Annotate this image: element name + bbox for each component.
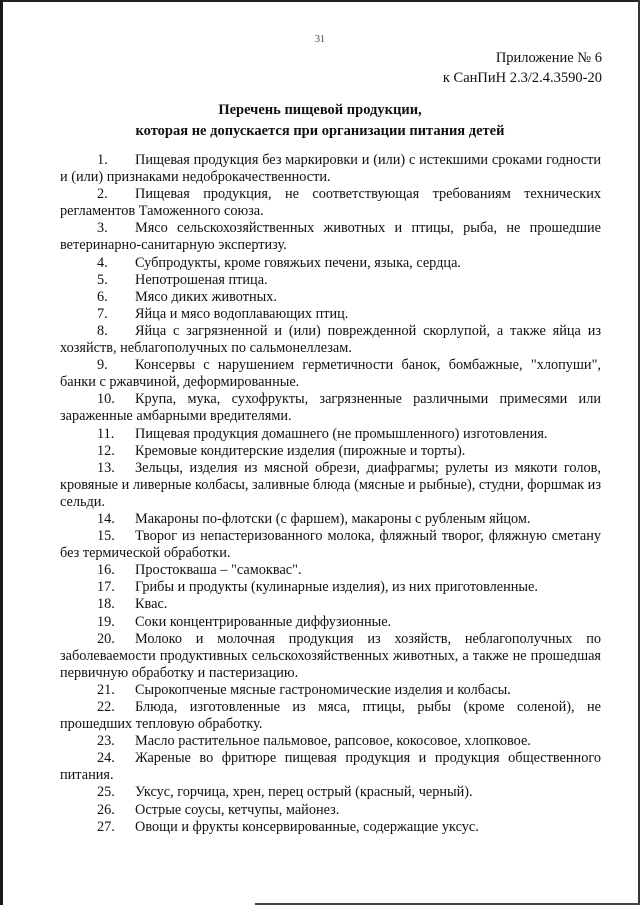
list-item-number: 6. — [97, 288, 108, 305]
list-item — [60, 733, 601, 750]
list-item — [60, 391, 601, 425]
list-item — [60, 819, 601, 836]
list-item-text: Пищевая продукция домашнего (не промышленного) изготовления. — [135, 425, 548, 442]
list-item-number: 9. — [97, 357, 108, 374]
list-item-text: Пищевая продукция, не соответствующая требованиям технических регламентов Таможенного союза. — [60, 186, 601, 220]
list-item — [60, 631, 601, 682]
appendix-line-2: к СанПиН 2.3/2.4.3590-20 — [442, 70, 602, 86]
list-item-number: 22. — [97, 699, 115, 715]
title-line-1: Перечень пищевой продукции, — [218, 102, 422, 118]
list-item-text: Уксус, горчица, хрен, перец острый (красный, черный). — [135, 784, 473, 801]
list-item — [60, 699, 601, 733]
list-item — [60, 220, 601, 254]
list-item-number: 25. — [97, 784, 115, 801]
list-item-text: Зельцы, изделия из мясной обрези, диафрагмы; рулеты из мякоти голов, кровяные и ливерные колбасы, заливные блюда (мясные и рыбные), студни, форшмак из сельди. — [60, 459, 601, 510]
title-line-2: которая не допускается при организации питания детей — [135, 123, 505, 139]
list-item — [60, 682, 601, 699]
list-item — [60, 323, 601, 357]
list-item — [60, 186, 601, 220]
list-item-number: 5. — [97, 271, 108, 288]
list-item-text: Жареные во фритюре пищевая продукция и продукция общественного питания. — [60, 750, 601, 784]
page-number: 31 — [315, 34, 325, 45]
list-item-number: 16. — [97, 562, 115, 579]
list-item — [60, 579, 601, 596]
list-item — [60, 614, 601, 631]
list-item-number: 14. — [97, 510, 115, 527]
list-item — [60, 443, 601, 460]
list-item-text: Сырокопченые мясные гастрономические изделия и колбасы. — [135, 681, 511, 698]
list-item — [60, 750, 601, 784]
list-item-number: 8. — [97, 322, 108, 339]
list-item — [60, 596, 601, 613]
list-item-number: 26. — [97, 801, 115, 818]
list-item — [60, 289, 601, 306]
prohibited-food-list — [60, 152, 601, 836]
list-item-text: Крупа, мука, сухофрукты, загрязненные различными примесями или зараженные амбарными вредителями. — [60, 391, 601, 425]
list-item-text: Кремовые кондитерские изделия (пирожные и торты). — [135, 442, 466, 459]
list-item — [60, 562, 601, 579]
list-item — [60, 255, 601, 272]
scan-edge-top — [0, 0, 640, 2]
list-item-number: 20. — [97, 630, 115, 647]
list-item-text: Консервы с нарушением герметичности банок, бомбажные, "хлопуши", банки с ржавчиной, деформированные. — [60, 357, 601, 391]
list-item-number: 17. — [97, 579, 115, 596]
list-item-number: 2. — [97, 186, 108, 203]
list-item-number: 13. — [97, 459, 115, 476]
list-item-number: 19. — [97, 613, 115, 630]
appendix-line-1: Приложение № 6 — [495, 50, 602, 66]
list-item-text: Творог из непастеризованного молока, фляжный творог, фляжную сметану без термической обработки. — [60, 528, 601, 562]
list-item — [60, 306, 601, 323]
list-item-text: Субпродукты, кроме говяжьих печени, языка, сердца. — [135, 254, 461, 271]
list-item-text: Грибы и продукты (кулинарные изделия), из них приготовленные. — [135, 579, 538, 596]
list-item — [60, 511, 601, 528]
document-title — [0, 100, 640, 142]
list-item-number: 12. — [97, 442, 115, 459]
list-item-number: 1. — [97, 152, 108, 168]
list-item-number: 15. — [97, 528, 115, 545]
list-item — [60, 272, 601, 289]
list-item-number: 27. — [97, 818, 115, 835]
list-item-text: Мясо диких животных. — [135, 288, 277, 305]
list-item-number: 18. — [97, 596, 115, 613]
list-item-number: 23. — [97, 733, 115, 750]
list-item-number: 11. — [97, 425, 115, 442]
list-item-text: Соки концентрированные диффузионные. — [135, 613, 392, 630]
list-item — [60, 784, 601, 801]
list-item-text: Мясо сельскохозяйственных животных и птицы, рыба, не прошедшие ветеринарно-санитарную экспертизу. — [60, 220, 601, 254]
list-item-text: Блюда, изготовленные из мяса, птицы, рыбы (кроме соленой), не прошедших тепловую обработку. — [60, 699, 601, 733]
list-item-text: Непотрошеная птица. — [135, 271, 268, 288]
list-item — [60, 460, 601, 511]
list-item-text: Квас. — [135, 596, 168, 613]
list-item-number: 4. — [97, 254, 108, 271]
list-item — [60, 357, 601, 391]
list-item-text: Масло растительное пальмовое, рапсовое, кокосовое, хлопковое. — [135, 733, 531, 750]
list-item — [60, 528, 601, 562]
list-item-text: Острые соусы, кетчупы, майонез. — [135, 801, 340, 818]
list-item-text: Молоко и молочная продукция из хозяйств, неблагополучных по заболеваемости продуктивных сельскохозяйственных животных, а также не прошедшая первичную обработку и пастеризацию. — [60, 630, 601, 681]
list-item-number: 10. — [97, 391, 115, 408]
list-item-number: 24. — [97, 750, 115, 767]
list-item-number: 7. — [97, 305, 108, 322]
list-item — [60, 802, 601, 819]
list-item-number: 3. — [97, 220, 108, 237]
list-item-text: Овощи и фрукты консервированные, содержащие уксус. — [135, 818, 479, 835]
appendix-header — [443, 48, 602, 88]
list-item-number: 21. — [97, 681, 115, 698]
list-item-text: Пищевая продукция без маркировки и (или) с истекшими сроками годности и (или) признаками недоброкачественности. — [60, 152, 601, 186]
list-item-text: Яйца с загрязненной и (или) поврежденной скорлупой, а также яйца из хозяйств, неблагополучных по сальмонеллезам. — [60, 322, 601, 357]
list-item-text: Простокваша – "самоквас". — [135, 562, 302, 579]
list-item-text: Макароны по-флотски (с фаршем), макароны с рубленым яйцом. — [135, 510, 531, 527]
list-item — [60, 426, 601, 443]
list-item-text: Яйца и мясо водоплавающих птиц. — [135, 305, 349, 322]
list-item — [60, 152, 601, 186]
